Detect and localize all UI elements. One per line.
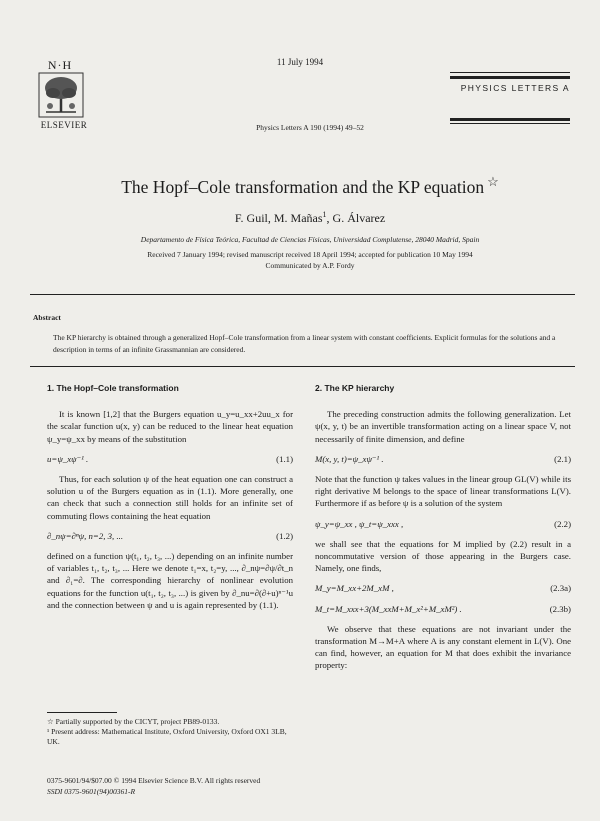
paragraph: It is known [1,2] that the Burgers equation u_y=u_xx+2uu_x for the scalar function u(x, y) can be reduced to the linear heat equation ψ_y=ψ_xx by means of the substitution <box>47 409 293 444</box>
left-column <box>47 382 293 611</box>
equation-number: (1.2) <box>276 530 293 541</box>
ssdi-line: SSDI 0375-9601(94)00361-R <box>47 787 136 796</box>
publisher-name: ELSEVIER <box>40 120 88 130</box>
publisher-mark: N·H <box>47 58 73 72</box>
equation-body: M(x, y, t)=ψ_xψ⁻¹ . <box>315 453 384 464</box>
received-dates: Received 7 January 1994; revised manuscript received 18 April 1994; accepted for publication 10 May 1994 <box>147 250 473 259</box>
equation <box>315 582 571 594</box>
paragraph: Note that the function ψ takes values in the linear group GL(V) while its right derivative M belongs to the space of linear transformations L(V). Furthermore if as before ψ is a solution of the system <box>315 474 571 509</box>
authors <box>100 210 520 226</box>
footnotes <box>47 717 293 747</box>
abstract-bottom-rule <box>30 366 575 367</box>
equation <box>315 453 571 465</box>
equation-body: u=ψ_xψ⁻¹ . <box>47 453 89 464</box>
equation <box>315 603 571 615</box>
section-heading: 2. The KP hierarchy <box>315 383 395 393</box>
citation: Physics Letters A 190 (1994) 49–52 <box>256 123 364 132</box>
paragraph: we shall see that the equations for M implied by (2.2) result in a noncommutative version of those appearing in the Burgers case. Namely, one finds, <box>315 538 571 574</box>
equation <box>47 530 293 542</box>
equation-number: (2.3b) <box>549 603 571 614</box>
paper-title <box>60 174 560 198</box>
issue-date: 11 July 1994 <box>276 57 324 67</box>
equation <box>47 453 293 465</box>
equation-number: (1.1) <box>276 453 293 464</box>
equation-body: M_y=M_xx+2M_xM , <box>315 583 394 594</box>
footnote: ¹ Present address: Mathematical Institute, Oxford University, Oxford OX1 3LB, UK. <box>47 727 287 746</box>
journal-name: PHYSICS LETTERS A <box>460 83 570 93</box>
equation-number: (2.3a) <box>550 583 571 594</box>
equation-body: ∂_nψ=∂ⁿψ, n=2, 3, ... <box>47 530 124 541</box>
abstract-heading: Abstract <box>33 313 61 322</box>
section-heading: 1. The Hopf–Cole transformation <box>47 383 179 393</box>
authors-first: F. Guil, M. Mañas <box>234 211 323 225</box>
publisher-logo <box>32 58 92 136</box>
title-star: ☆ <box>487 174 499 189</box>
author-footnote-mark: 1 <box>322 210 327 219</box>
paragraph: defined on a function ψ(t₁, t₂, t₃, ...) depending on an infinite number of variables t₁, t₂, t₃, ... Here we denote t₁=x, t₂=y, ..., ∂_nψ=∂ψ/∂t_n and ∂₁=∂. The corresponding hierarchy of nonlinear evolution equations for the function u(t₁, t₂, t₃, ...) is given by ∂_nu=∂(∂+u)ⁿ⁻¹u and the connection between ψ and u is again represented by (1.1). <box>47 551 293 610</box>
header-rule <box>450 72 570 73</box>
right-column <box>315 382 571 672</box>
abstract-top-rule <box>30 294 575 295</box>
header-rule <box>450 76 570 79</box>
header-rule <box>450 123 570 124</box>
paragraph: We observe that these equations are not invariant under the transformation M→M+A where A is any constant element in L(V). One can find, however, an equation for M that does exhibit the invariance property: <box>315 623 571 671</box>
equation-body: M_t=M_xxx+3(M_xxM+M_x²+M_xM²) . <box>315 603 462 614</box>
affiliation: Departamento de Física Teórica, Facultad de Ciencias Físicas, Universidad Complutense, 28040 Madrid, Spain <box>140 235 480 244</box>
authors-last: , G. Álvarez <box>326 211 386 225</box>
abstract-text: The KP hierarchy is obtained through a generalized Hopf–Cole transformation from a linear system with constant coefficients. Explicit formulas for the solutions and a description in terms of an infinite Grassmannian are considered. <box>53 333 556 354</box>
paragraph: Thus, for each solution ψ of the heat equation one can construct a solution u of the Burgers equation as in (1.1). More generally, one can check that such a connection still holds for an infinite set of commuting flows containing the heat equation <box>47 474 293 521</box>
footnote: ☆ Partially supported by the CICYT, project PB89-0133. <box>47 717 220 726</box>
copyright-block <box>47 775 347 797</box>
elsevier-tree-icon <box>38 72 84 118</box>
equation <box>315 518 571 530</box>
paragraph: The preceding construction admits the following generalization. Let ψ(x, y, t) be an invertible transformation acting on a linear space V, not necessarily of finite dimension, and define <box>315 409 571 444</box>
equation-body: ψ_y=ψ_xx , ψ_t=ψ_xxx , <box>315 518 404 529</box>
copyright-line: 0375-9601/94/$07.00 © 1994 Elsevier Science B.V. All rights reserved <box>47 776 261 785</box>
header-rule <box>450 118 570 121</box>
equation-number: (2.2) <box>554 518 571 529</box>
footnote-rule <box>47 712 117 713</box>
communicated-by: Communicated by A.P. Fordy <box>265 261 355 270</box>
title-text: The Hopf–Cole transformation and the KP equation <box>121 176 485 197</box>
equation-number: (2.1) <box>554 453 571 464</box>
